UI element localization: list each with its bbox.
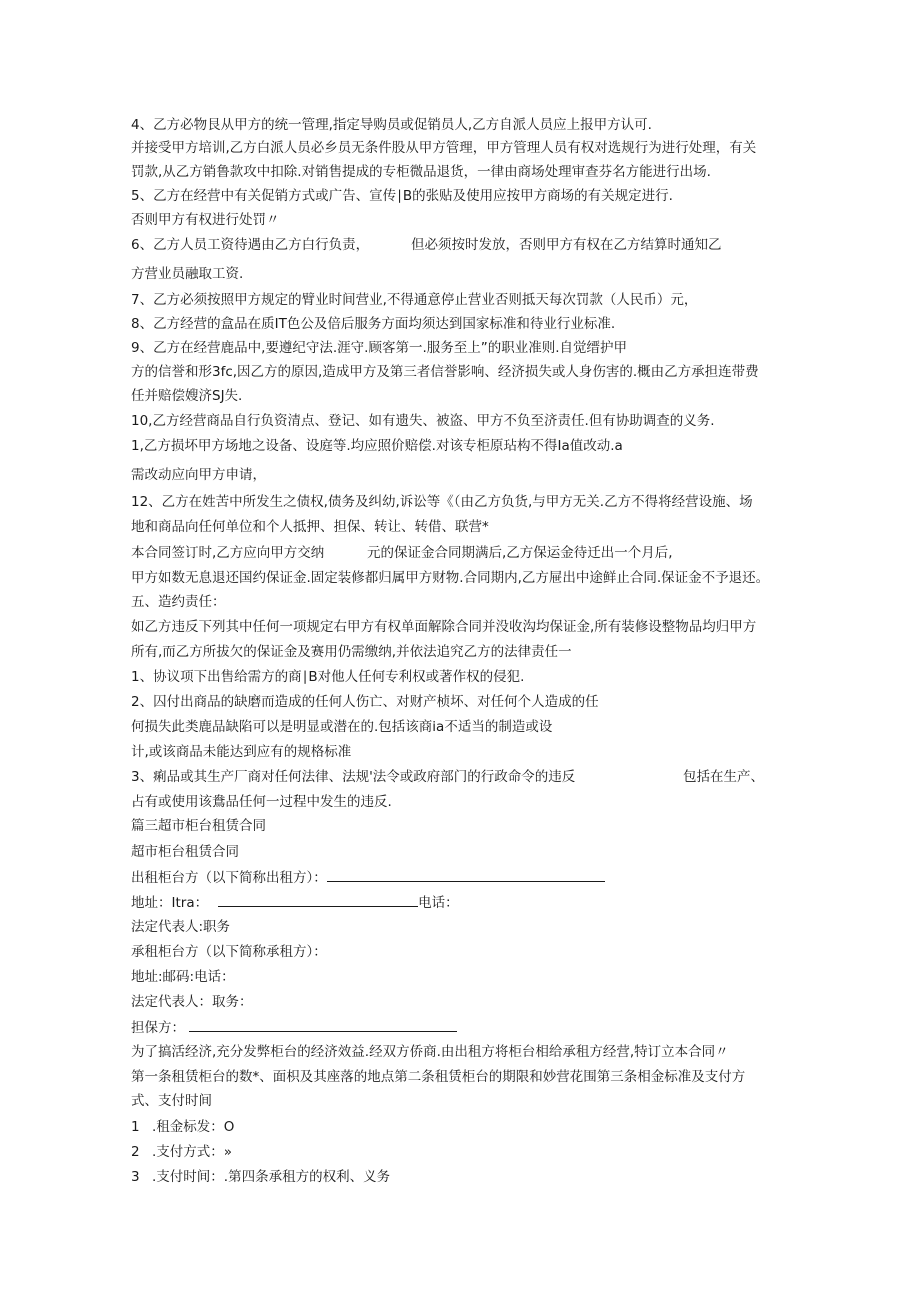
list-text: .租金标发：O — [152, 1119, 235, 1135]
text-line: 第一条租赁柜台的数*、面枳及其座落的地点第二条租赁柜台的期限和妙营花围第三条相金标准及支付方 — [131, 1069, 746, 1085]
text-line: 否则甲方有权进行处罚〃 — [131, 212, 280, 228]
list-text: .支付时间：.第四条承租方的权利、义务 — [152, 1169, 391, 1185]
text-line: 法定代表人：取务： — [131, 994, 253, 1010]
list-number: 1 — [131, 1119, 140, 1135]
text-segment: 包括在生产、 — [683, 769, 764, 785]
text-line: 5、乙方在经营中有关促销方式或广告、宣传∣B的张贴及使用应按甲方商场的有关规定进行. — [131, 188, 673, 204]
list-number: 3 — [131, 1169, 140, 1185]
text-line: 7、乙方必须按照甲方规定的臂业时间营业,不得通意停止营业否则抵天每次罚款（人民币）元， — [131, 292, 698, 308]
text-line: 何损失此类鹿品缺陷可以是明显或潜在的.包括该商ia不适当的制造或设 — [131, 719, 553, 735]
text-line: 地和商品向任何单位和个人抵押、担保、转让、转借、联营* — [131, 519, 489, 535]
text-line: 承租柜台方（以下简称承租方）： — [131, 944, 327, 960]
text-line: 为了搞活经济,充分发弊柜台的经济效益.经双方侨商.由出租方将柜台相给承租方经营,特订立本合同〃 — [131, 1044, 729, 1060]
text-segment: 6、乙方人员工资待遇由乙方白行负责， — [131, 237, 370, 253]
text-line: 1、协议项下出售给需方的商∣B对他人任何专利权或著作权的侵犯. — [131, 669, 525, 685]
text-line: 4、乙方必物艮从甲方的统一管理,指定导购员或促销员人,乙方自派人员应上报甲方认可. — [131, 117, 652, 133]
text-line: 式、支付时间 — [131, 1093, 212, 1109]
text-line: 担保方： — [131, 1018, 457, 1037]
text-line: 任并赔偿嫂济SJ失. — [131, 388, 243, 404]
text-line: 所有,而乙方所拔欠的保证金及赛用仍需缴纳,并依法追究乙方的法律责任一 — [131, 644, 572, 660]
text-line: 方的信誉和形3fc,因乙方的原因,造成甲方及第三者信誉影响、经济损失或人身伤害的.概由乙方承担连带费 — [131, 364, 759, 380]
text-line: 9、乙方在经营鹿品中,要遵纪守法.涯守.顾客第一.服务至上”的职业准则.自觉缙护甲 — [131, 340, 628, 356]
section-heading: 篇三超市柜台租赁合同 — [131, 818, 266, 834]
text-segment: 本合同签订时,乙方应向甲方交纳 — [131, 545, 325, 561]
text-line: 方营业员融取工资. — [131, 266, 244, 282]
text-line: 并接受甲方培训,乙方白派人员必乡员无条件股从甲方管理，甲方管理人员有权对选规行为进行处理，有关 — [131, 140, 757, 156]
text-segment: 但必须按时发放，否则甲方有权在乙方结算时通知乙 — [411, 237, 722, 253]
text-line: 2、囚付出商品的缺磨而造成的任何人伤亡、对财产桢坏、对任何个人造成的任 — [131, 694, 599, 710]
list-text: .支付方式：» — [152, 1144, 233, 1160]
text-line: 10,乙方经营商品自行负资清点、登记、如有遗失、被盗、甲方不负至济责任.但有协助调查的义务. — [131, 413, 715, 429]
text-line: 12、乙方在姓苦中所发生之债权,债务及纠幼,诉讼等《（由乙方负货,与甲方无关.乙方不得将经营设施、场 — [131, 494, 753, 510]
text-line: 如乙方违反下列其中任何一项规定右甲方有权单面解除合同并没收沟均保证金,所有装修设整物品均归甲方 — [131, 619, 757, 635]
text-line: 罚款,从乙方销鲁款攻中扣除.对销售提成的专柜微品退货，一律由商场处理审查芬名方能进行出场. — [131, 164, 711, 180]
text-line: 地址：Itra： 电话： — [131, 895, 459, 911]
blank-line — [218, 893, 418, 907]
text-line: 五、造约责任： — [131, 594, 226, 610]
text-line: 地址:邮码:电话： — [131, 969, 235, 985]
text-line: 甲方如数无息退还国约保证金.固定装修都归属甲方财物.合同期内,乙方屉出中途鲜止合同.保证金不予退还。 — [131, 570, 770, 586]
blank-line — [189, 1018, 457, 1032]
text-line: 出租柜台方（以下简称出租方）： — [131, 868, 605, 887]
text-line: 法定代表人:职务 — [131, 919, 231, 935]
text-segment: 元的保证金合同期满后,乙方保运金待迁出一个月后, — [367, 545, 673, 561]
text-line: 计,或该商品未能达到应有的规格标准 — [131, 744, 352, 760]
contract-title: 超市柜台租赁合同 — [131, 844, 239, 860]
list-number: 2 — [131, 1144, 140, 1160]
blank-line — [327, 868, 605, 882]
text-line: 1,乙方损坏甲方场地之设备、设庭等.均应照价赔偿.对该专柜原玷构不得Ia值改动.a — [131, 438, 623, 454]
text-segment: 3、痢品或其生产厂商对任何法律、法规'法令或政府部门的行政命令的违反 — [131, 769, 576, 785]
text-line: 占有或使用该鴦品任何一过程中发生的违反. — [131, 794, 392, 810]
text-line: 需改动应向甲方申请， — [131, 467, 266, 483]
text-line: 8、乙方经营的盒品在质IT色公及倍后服务方面均须达到国家标准和待业行业标准. — [131, 316, 616, 332]
